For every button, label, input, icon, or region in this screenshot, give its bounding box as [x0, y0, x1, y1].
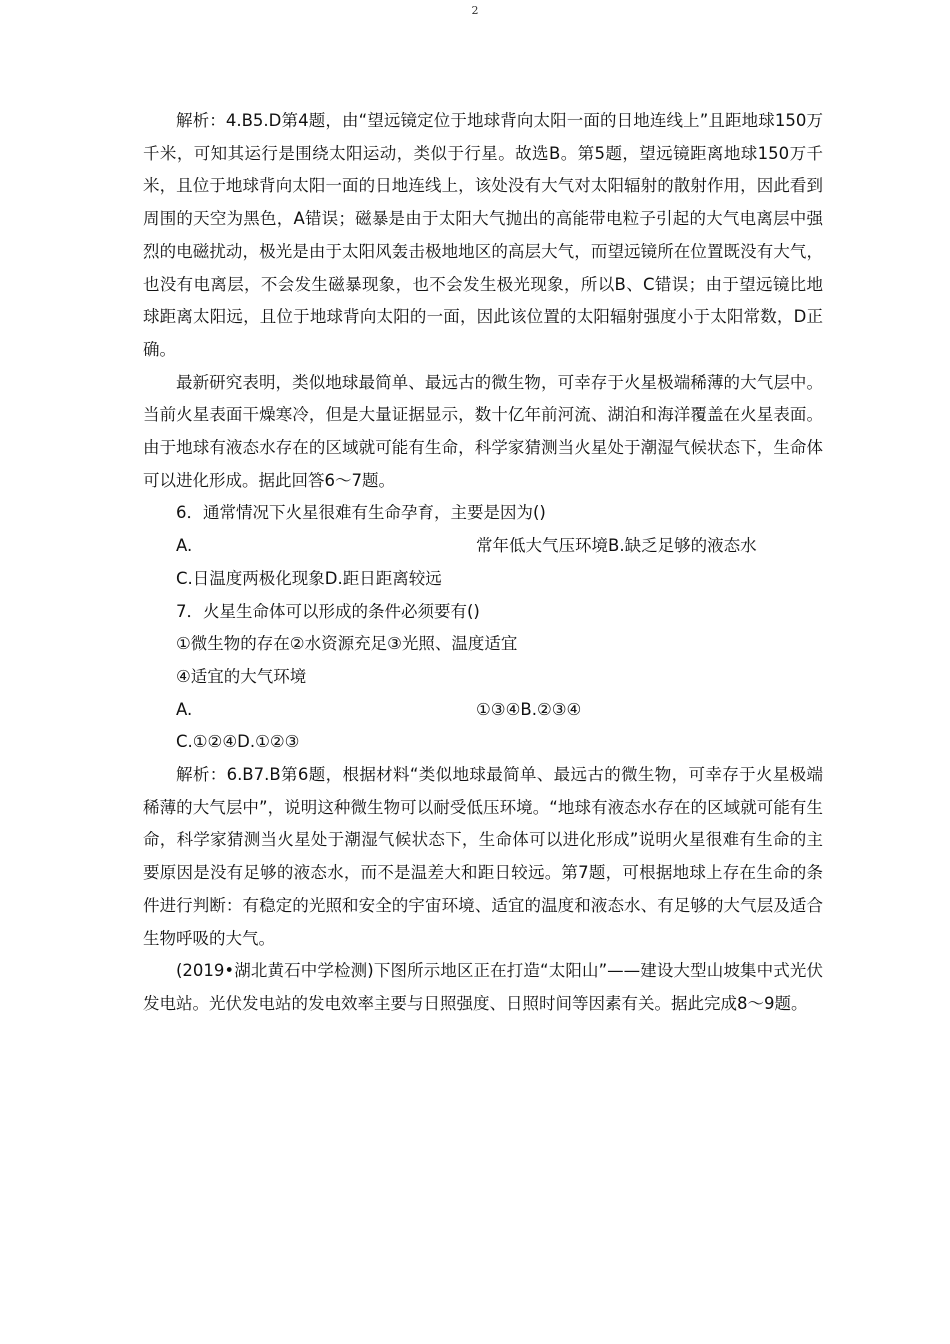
question-7-stem: 7．火星生命体可以形成的条件必须要有()	[176, 601, 480, 621]
question-7-conditions-1: ①微生物的存在②水资源充足③光照、温度适宜	[176, 634, 518, 654]
question-7-options-cd: C.①②④D.①②③	[176, 732, 300, 752]
question-6-option-a-b-text: 常年低大气压环境B.缺乏足够的液态水	[476, 536, 757, 556]
question-6-options-cd: C.日温度两极化现象D.距日距离较远	[176, 568, 442, 588]
material-paragraph-6-7: 最新研究表明，类似地球最简单、最远古的微生物，可幸存于火星极端稀薄的大气层中。当前火星表面干燥寒冷，但是大量证据显示，数十亿年前河流、湖泊和海洋覆盖在火星表面。由于地球有液态水存在的区域就可能有生命，科学家猜测当火星处于潮湿气候状态下，生命体可以进化形成。据此回答6～7题。	[143, 372, 823, 490]
question-6-options-ab	[143, 530, 823, 563]
analysis-paragraph-6-7: 解析：6.B7.B第6题，根据材料“类似地球最简单、最远古的微生物，可幸存于火星极端稀薄的大气层中”，说明这种微生物可以耐受低压环境。“地球有液态水存在的区域就可能有生命，科学家猜测当火星处于潮湿气候状态下，生命体可以进化形成”说明火星很难有生命的主要原因是没有足够的液态水，而不是温差大和距日较远。第7题，可根据地球上存在生命的条件进行判断：有稳定的光照和安全的宇宙环境、适宜的温度和液态水、有足够的大气层及适合生物呼吸的大气。	[143, 765, 823, 948]
question-6-stem: 6．通常情况下火星很难有生命孕育，主要是因为()	[176, 503, 546, 523]
question-7-conditions-2: ④适宜的大气环境	[176, 666, 307, 686]
analysis-paragraph-4-5: 解析：4.B5.D第4题，由“望远镜定位于地球背向太阳一面的日地连线上”且距地球150万千米，可知其运行是围绕太阳运动，类似于行星。故选B。第5题，望远镜距离地球150万千米，且位于地球背向太阳一面的日地连线上，该处没有大气对太阳辐射的散射作用，因此看到周围的天空为黑色，A错误；磁暴是由于太阳大气抛出的高能带电粒子引起的大气电离层中强烈的电磁扰动，极光是由于太阳风轰击极地地区的高层大气，而望远镜所在位置既没有大气，也没有电离层，不会发生磁暴现象，也不会发生极光现象，所以B、C错误；由于望远镜比地球距离太阳远，且位于地球背向太阳的一面，因此该位置的太阳辐射强度小于太阳常数，D正确。	[143, 111, 823, 359]
material-paragraph-8-9: (2019•湖北黄石中学检测)下图所示地区正在打造“太阳山”——建设大型山坡集中式光伏发电站。光伏发电站的发电效率主要与日照强度、日照时间等因素有关。据此完成8～9题。	[143, 961, 823, 1013]
question-7-option-a-b-text: ①③④B.②③④	[476, 699, 582, 719]
question-6-option-a-label: A.	[176, 536, 193, 556]
page-number: 2	[471, 4, 479, 17]
document-body	[143, 105, 823, 1021]
question-7-options-ab	[143, 694, 823, 727]
question-7-option-a-label: A.	[176, 699, 193, 719]
